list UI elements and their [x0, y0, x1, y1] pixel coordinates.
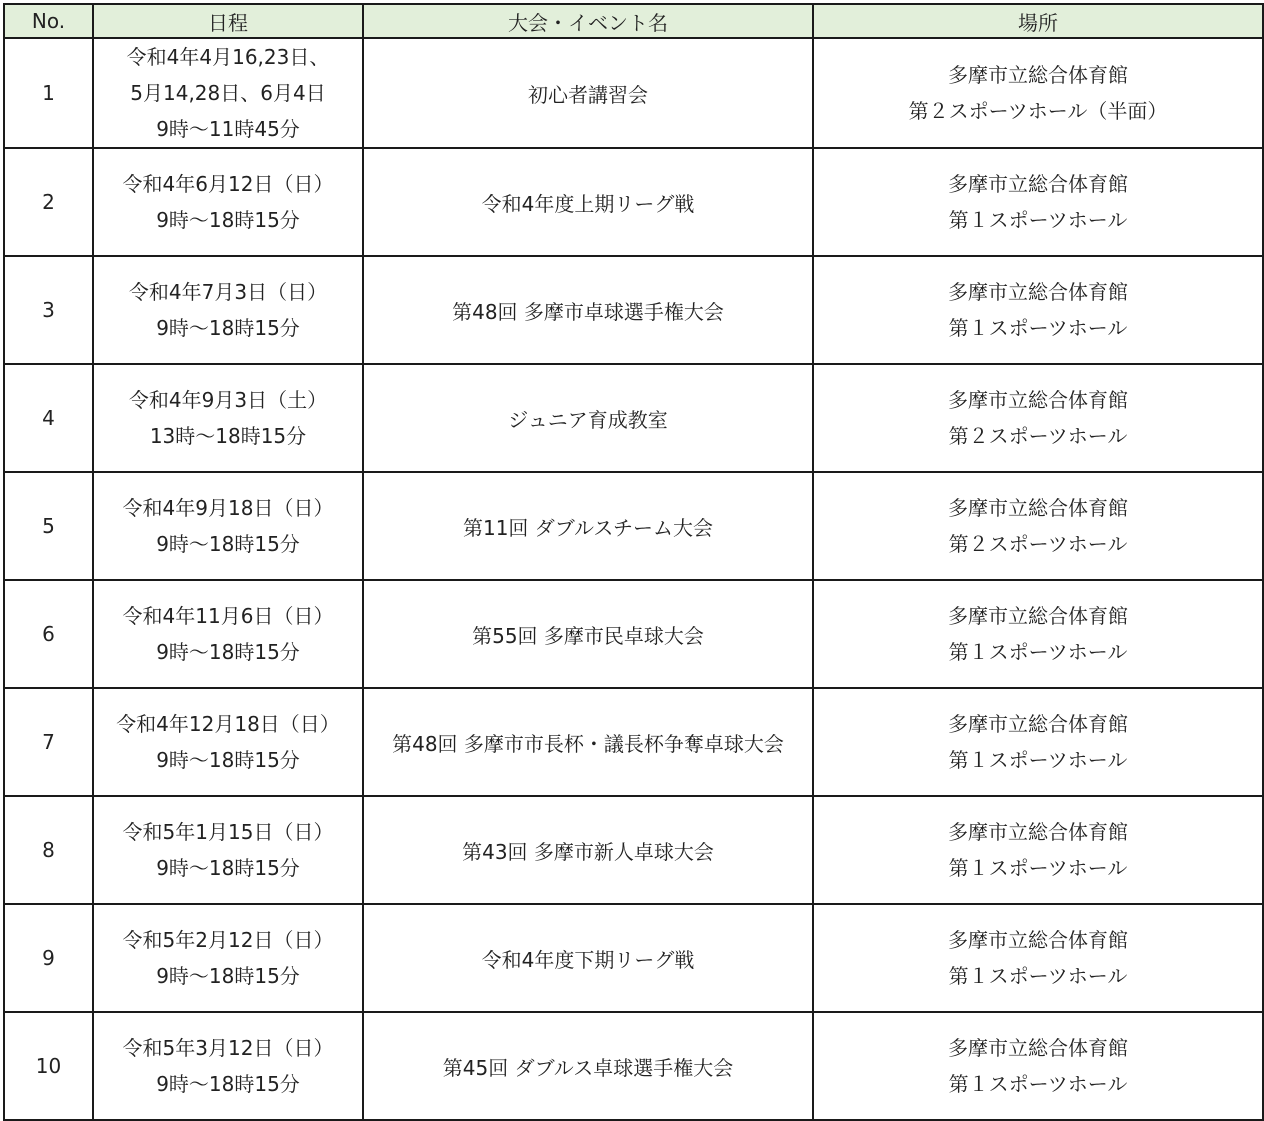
header-event: 大会・イベント名: [363, 4, 813, 38]
cell-no: 3: [4, 256, 93, 364]
hall-line: 第２スポーツホール: [948, 532, 1128, 556]
table-row: [4, 688, 1263, 796]
cell-no: 2: [4, 148, 93, 256]
cell-event: 第43回 多摩市新人卓球大会: [363, 796, 813, 904]
cell-place: [813, 796, 1263, 904]
time-line: 9時～18時15分: [156, 856, 300, 880]
cell-no: 6: [4, 580, 93, 688]
cell-event: 第48回 多摩市卓球選手権大会: [363, 256, 813, 364]
cell-place: [813, 904, 1263, 1012]
time-line: 9時～18時15分: [156, 316, 300, 340]
venue-line: 多摩市立総合体育館: [948, 280, 1128, 304]
cell-no: 7: [4, 688, 93, 796]
cell-event: 令和4年度下期リーグ戦: [363, 904, 813, 1012]
table-row: [4, 256, 1263, 364]
cell-place: [813, 472, 1263, 580]
table-row: [4, 364, 1263, 472]
hall-line: 第１スポーツホール: [948, 964, 1128, 988]
time-line: 9時～18時15分: [156, 1072, 300, 1096]
date-line: 令和4年7月3日（日）: [128, 280, 328, 304]
date-line: 令和5年3月12日（日）: [122, 1036, 334, 1060]
table-row: [4, 580, 1263, 688]
hall-line: 第１スポーツホール: [948, 748, 1128, 772]
cell-no: 8: [4, 796, 93, 904]
cell-event: 第48回 多摩市市長杯・議長杯争奪卓球大会: [363, 688, 813, 796]
cell-place: [813, 688, 1263, 796]
cell-date: [93, 796, 363, 904]
date-line: 令和4年9月18日（日）: [122, 496, 334, 520]
cell-place: [813, 38, 1263, 148]
cell-date: [93, 1012, 363, 1120]
cell-date: [93, 472, 363, 580]
date-line: 令和5年1月15日（日）: [122, 820, 334, 844]
time-line: 9時～18時15分: [156, 640, 300, 664]
cell-date: [93, 688, 363, 796]
time-line: 9時～18時15分: [156, 208, 300, 232]
venue-line: 多摩市立総合体育館: [948, 63, 1128, 87]
cell-date: [93, 904, 363, 1012]
venue-line: 多摩市立総合体育館: [948, 388, 1128, 412]
hall-line: 第１スポーツホール: [948, 640, 1128, 664]
cell-no: 5: [4, 472, 93, 580]
cell-event: 第11回 ダブルスチーム大会: [363, 472, 813, 580]
cell-place: [813, 364, 1263, 472]
table-row: [4, 1012, 1263, 1120]
cell-event: ジュニア育成教室: [363, 364, 813, 472]
cell-date: [93, 256, 363, 364]
venue-line: 多摩市立総合体育館: [948, 928, 1128, 952]
time-line: 9時～18時15分: [156, 748, 300, 772]
hall-line: 第１スポーツホール: [948, 856, 1128, 880]
date-line: 令和4年6月12日（日）: [122, 172, 334, 196]
table-row: [4, 38, 1263, 148]
table-row: [4, 796, 1263, 904]
cell-place: [813, 148, 1263, 256]
cell-no: 9: [4, 904, 93, 1012]
header-date: 日程: [93, 4, 363, 38]
schedule-table: [3, 3, 1264, 1121]
cell-place: [813, 1012, 1263, 1120]
cell-no: 4: [4, 364, 93, 472]
cell-date: [93, 364, 363, 472]
table-row: [4, 904, 1263, 1012]
cell-event: 令和4年度上期リーグ戦: [363, 148, 813, 256]
date-line: 令和5年2月12日（日）: [122, 928, 334, 952]
hall-line: 第２スポーツホール（半面）: [908, 99, 1168, 123]
date-line: 令和4年9月3日（土）: [128, 388, 328, 412]
schedule-body: [4, 38, 1263, 1120]
cell-no: 1: [4, 38, 93, 148]
time-line: 9時～18時15分: [156, 964, 300, 988]
venue-line: 多摩市立総合体育館: [948, 496, 1128, 520]
cell-date: [93, 580, 363, 688]
date-line: 令和4年11月6日（日）: [122, 604, 334, 628]
date-line: 5月14,28日、6月4日: [130, 81, 326, 105]
cell-event: 第45回 ダブルス卓球選手権大会: [363, 1012, 813, 1120]
venue-line: 多摩市立総合体育館: [948, 172, 1128, 196]
cell-date: [93, 148, 363, 256]
date-line: 令和4年4月16,23日、: [126, 45, 330, 69]
hall-line: 第２スポーツホール: [948, 424, 1128, 448]
time-line: 9時～11時45分: [156, 117, 300, 141]
header-no: No.: [4, 4, 93, 38]
cell-place: [813, 256, 1263, 364]
venue-line: 多摩市立総合体育館: [948, 712, 1128, 736]
venue-line: 多摩市立総合体育館: [948, 1036, 1128, 1060]
header-row: [4, 4, 1263, 38]
venue-line: 多摩市立総合体育館: [948, 820, 1128, 844]
date-line: 令和4年12月18日（日）: [116, 712, 340, 736]
hall-line: 第１スポーツホール: [948, 1072, 1128, 1096]
cell-event: 第55回 多摩市民卓球大会: [363, 580, 813, 688]
table-row: [4, 472, 1263, 580]
hall-line: 第１スポーツホール: [948, 208, 1128, 232]
venue-line: 多摩市立総合体育館: [948, 604, 1128, 628]
cell-no: 10: [4, 1012, 93, 1120]
time-line: 13時～18時15分: [149, 424, 307, 448]
cell-date: [93, 38, 363, 148]
table-row: [4, 148, 1263, 256]
cell-event: 初心者講習会: [363, 38, 813, 148]
hall-line: 第１スポーツホール: [948, 316, 1128, 340]
header-place: 場所: [813, 4, 1263, 38]
cell-place: [813, 580, 1263, 688]
time-line: 9時～18時15分: [156, 532, 300, 556]
